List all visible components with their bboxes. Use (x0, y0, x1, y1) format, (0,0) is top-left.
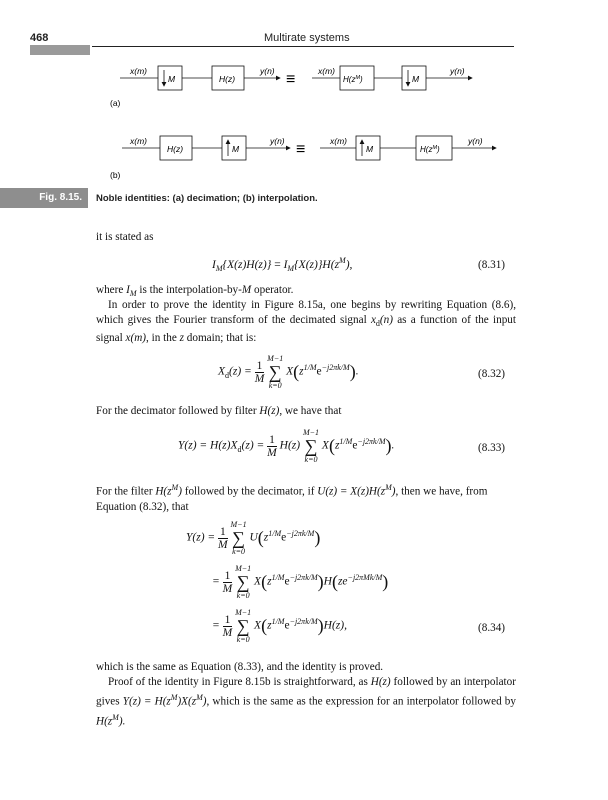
fraction: $\frac{1}{M}$ (218, 525, 228, 551)
equation-8-34-line-3: = $\frac{1}{M}$ M−1 ∑ k=0 $X(z^{1/M}e^{-j2\pi k/M})H(z)$, (212, 608, 347, 644)
header-rule (92, 46, 514, 47)
paragraph-decimator: For the decimator followed by filter H(z), we have that (96, 405, 342, 417)
figure-caption: Noble identities: (a) decimation; (b) interpolation. (96, 193, 318, 204)
summation: M−1 ∑ k=0 (230, 520, 247, 556)
output-label: y(n) (450, 66, 465, 76)
panel-b-right (320, 136, 496, 160)
panel-a-left (120, 66, 280, 90)
header-bar (30, 45, 90, 55)
equation-number-8-34: (8.34) (478, 622, 506, 634)
filter-label: $H(z^M)$ (420, 145, 440, 154)
equation-8-34-line-1: Y(z) = $\frac{1}{M}$ M−1 ∑ k=0 $U(z^{1/M}e^{-j2\pi k/M})$ (186, 520, 321, 556)
equation-number-8-33: (8.33) (478, 442, 506, 454)
input-label: x(m) (318, 66, 335, 76)
output-label: y(n) (270, 136, 285, 146)
noble-identities-diagram (100, 60, 520, 190)
equation-8-34-line-2: = $\frac{1}{M}$ M−1 ∑ k=0 $X(z^{1/M}e^{-j2\pi k/M})H(ze^{-j2\pi Mk/M})$ (212, 564, 389, 600)
summation: M−1 ∑ k=0 (267, 354, 284, 390)
paragraph-where: where $I_M$ is the interpolation-by-M operator. (96, 284, 294, 299)
equation-8-32: $X_d(z)$ = $\frac{1}{M}$ M−1 ∑ k=0 $X(z^{1/M}e^{-j2\pi k/M})$. (218, 354, 359, 390)
filter-label: H(z) (167, 144, 184, 154)
panel-a-right (312, 66, 472, 90)
paragraph-proof: In order to prove the identity in Figure 8.15a, one begins by rewriting Equation (8.6), which gives the Fourier transform of the decimated signal $x_d(n)$ as a function of the input signal x(m), in the z domain; that is: (96, 299, 516, 345)
decimator-factor: M (412, 74, 420, 84)
page-number: 468 (30, 32, 49, 44)
equation-8-33: $Y(z) = H(z)X_d(z)$ = $\frac{1}{M}$ H(z) M−1 ∑ k=0 $X(z^{1/M}e^{-j2\pi k/M})$. (178, 428, 395, 464)
filter-label: H(z) (219, 74, 236, 84)
output-label: y(n) (468, 136, 483, 146)
input-label: x(m) (130, 66, 147, 76)
panel-b-label: (b) (110, 170, 121, 180)
equivalence-sign: ≡ (296, 141, 306, 158)
summation: M−1 ∑ k=0 (235, 564, 252, 600)
fraction: $\frac{1}{M}$ (267, 433, 277, 459)
equation-8-31: $I_M\{X(z)H(z)\} = I_M\{X(z)\}H(z^M)$, (212, 256, 353, 274)
equation-number-8-32: (8.32) (478, 368, 506, 380)
output-label: y(n) (260, 66, 275, 76)
interpolator-factor: M (232, 144, 240, 154)
panel-b-left (122, 136, 290, 160)
input-label: x(m) (130, 136, 147, 146)
decimator-factor: M (168, 74, 176, 84)
summation: M−1 ∑ k=0 (302, 428, 320, 464)
paragraph-intro: it is stated as (96, 231, 154, 243)
fraction: $\frac{1}{M}$ (222, 613, 233, 639)
input-label: x(m) (330, 136, 347, 146)
fraction: $\frac{1}{M}$ (254, 359, 265, 385)
equivalence-sign: ≡ (286, 71, 296, 88)
running-title: Multirate systems (264, 32, 350, 44)
summation: M−1 ∑ k=0 (235, 608, 252, 644)
equation-number-8-31: (8.31) (478, 259, 506, 271)
filter-label: $H(z^M)$ (343, 75, 363, 84)
fraction: $\frac{1}{M}$ (222, 569, 233, 595)
panel-a-label: (a) (110, 98, 121, 108)
paragraph-same: which is the same as Equation (8.33), and the identity is proved. (96, 661, 384, 673)
paragraph-filter: For the filter $H(z^M)$ followed by the decimator, if $U(z) = X(z)H(z^M)$, then we have, from Equation (8.32), that (96, 483, 488, 513)
interpolator-factor: M (366, 144, 374, 154)
figure-label: Fig. 8.15. (0, 188, 88, 208)
paragraph-interpolation: Proof of the identity in Figure 8.15b is straightforward, as H(z) followed by an interpolator gives $Y(z) = H(z^M)X(z^M)$, which is the same as the expression for an interpolator followed by $H(z^M)$. (96, 676, 516, 728)
